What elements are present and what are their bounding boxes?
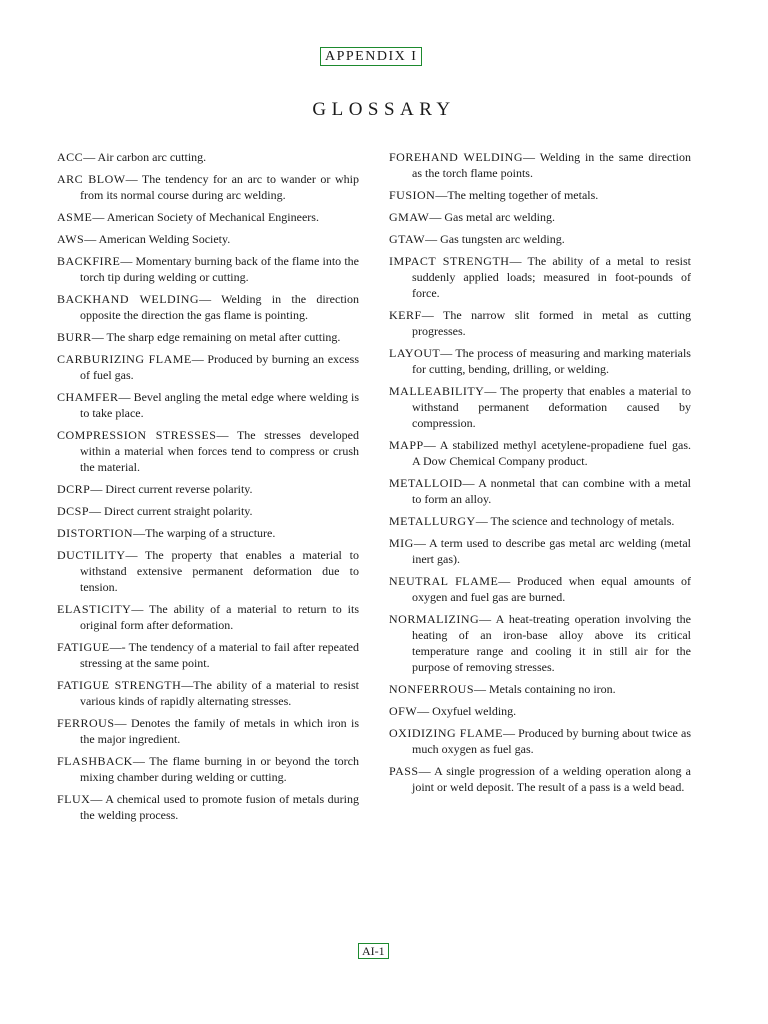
glossary-term: METALLURGY [389,514,476,528]
term-separator: — [440,346,456,360]
glossary-definition: Produced by burning an excess of fuel gas. [80,352,360,382]
glossary-entry [389,149,691,181]
glossary-entry [389,725,691,757]
glossary-term: DISTORTION [57,526,134,540]
term-separator: — [423,438,440,452]
glossary-definition: The stresses developed within a material when forces tend to compress or crush the material. [80,428,359,474]
term-separator: — [429,210,445,224]
term-separator: — [498,574,517,588]
term-separator: — [89,504,105,518]
glossary-entry [389,437,691,469]
glossary-definition: Bevel angling the metal edge where welding is to take place. [80,390,360,420]
glossary-entry [57,351,359,383]
term-separator: — [90,792,106,806]
glossary-term: FATIGUE [57,640,110,654]
glossary-term: COMPRESSION STRESSES [57,428,217,442]
term-separator: — [132,754,150,768]
glossary-definition: The property that enables a material to withstand extensive permanent deformation due to tension. [80,548,359,594]
glossary-entry [57,481,359,497]
glossary-entry [389,231,691,247]
glossary-entry [57,525,359,541]
term-separator: — [118,390,134,404]
term-separator: — [216,428,237,442]
glossary-definition: The tendency for an arc to wander or whip from its normal course during arc welding. [80,172,359,202]
glossary-term: DCRP [57,482,91,496]
glossary-entry [389,345,691,377]
glossary-term: CARBURIZING FLAME [57,352,192,366]
term-separator: — [474,682,490,696]
glossary-term: OFW [389,704,418,718]
term-separator: — [125,172,142,186]
glossary-definition: A single progression of a welding operation along a joint or weld deposit. The result of a pass is a weld bead. [412,764,691,794]
glossary-term: FOREHAND WELDING [389,150,524,164]
glossary-term: NEUTRAL FLAME [389,574,499,588]
glossary-term: AWS [57,232,85,246]
glossary-definition: Welding in the same direction as the torch flame points. [412,150,691,180]
glossary-entry [57,389,359,421]
glossary-definition: A stabilized methyl acetylene-propadiene fuel gas. A Dow Chemical Company product. [412,438,691,468]
glossary-term: FLASHBACK [57,754,133,768]
glossary-definition: Welding in the direction opposite the direction the gas flame is pointing. [80,292,359,322]
glossary-entry [57,547,359,595]
term-separator: — [425,232,441,246]
glossary-definition: The narrow slit formed in metal as cutting progresses. [412,308,691,338]
glossary-term: MIG [389,536,414,550]
page-title: GLOSSARY [312,99,456,120]
glossary-term: NONFERROUS [389,682,475,696]
glossary-term: BACKHAND WELDING [57,292,200,306]
term-separator: — [435,188,448,202]
glossary-term: FATIGUE STRENGTH [57,678,182,692]
glossary-term: NORMALIZING [389,612,480,626]
term-separator: — [92,210,107,224]
glossary-term: KERF [389,308,422,322]
glossary-term: ASME [57,210,93,224]
page-number: AI-1 [358,943,389,959]
glossary-definition: A term used to describe gas metal arc welding (metal inert gas). [412,536,691,566]
term-separator: — [475,514,491,528]
glossary-definition: Gas tungsten arc welding. [440,232,565,246]
term-separator: — [413,536,429,550]
glossary-definition: The warping of a structure. [145,526,276,540]
glossary-term: IMPACT STRENGTH [389,254,510,268]
glossary-term: ELASTICITY [57,602,132,616]
glossary-term: MAPP [389,438,424,452]
term-separator: — [479,612,496,626]
glossary-definition: Produced when equal amounts of oxygen and fuel gas are burned. [412,574,692,604]
glossary-entry [389,513,691,529]
glossary-entry [389,535,691,567]
glossary-definition: Oxyfuel welding. [432,704,517,718]
glossary-definition: The process of measuring and marking materials for cutting, bending, drilling, or welding. [412,346,691,376]
term-separator: — [509,254,528,268]
glossary-entry [57,253,359,285]
glossary-term: BACKFIRE [57,254,121,268]
glossary-entry [57,677,359,709]
glossary-entry [57,329,359,345]
glossary-entry [389,573,691,605]
glossary-entry [57,715,359,747]
glossary-entry [57,149,359,165]
glossary-definition: Air carbon arc cutting. [97,150,207,164]
glossary-term: LAYOUT [389,346,441,360]
term-separator: — [133,526,146,540]
glossary-entry [389,763,691,795]
glossary-entry [389,475,691,507]
term-separator: — [191,352,208,366]
glossary-entry [389,383,691,431]
glossary-definition: Direct current reverse polarity. [105,482,253,496]
glossary-term: GTAW [389,232,426,246]
term-separator: — [502,726,519,740]
glossary-term: DCSP [57,504,90,518]
term-separator: — [125,548,146,562]
glossary-definition: The ability of a material to resist various kinds of rapidly alternating stresses. [80,678,359,708]
glossary-term: CHAMFER [57,390,119,404]
glossary-definition: The science and technology of metals. [490,514,675,528]
glossary-definition: The flame burning in or beyond the torch mixing chamber during welding or cutting. [80,754,359,784]
glossary-entry [57,291,359,323]
glossary-term: FLUX [57,792,91,806]
term-separator: — [114,716,131,730]
glossary-definition: The melting together of metals. [447,188,599,202]
glossary-definition: Gas metal arc welding. [444,210,555,224]
glossary-definition: The ability of a metal to resist suddenly applied loads; measured in foot-pounds of force. [412,254,691,300]
glossary-term: MALLEABILITY [389,384,485,398]
term-separator: — [90,482,106,496]
glossary-term: FERROUS [57,716,115,730]
glossary-term: DUCTILITY [57,548,126,562]
term-separator: — [421,308,443,322]
term-separator: — [91,330,107,344]
glossary-left-column [57,149,359,829]
term-separator: — [131,602,150,616]
glossary-entry [389,681,691,697]
glossary-definition: Denotes the family of metals in which iron is the major ingredient. [80,716,360,746]
glossary-definition: The sharp edge remaining on metal after cutting. [106,330,341,344]
term-separator: — [523,150,540,164]
glossary-entry [57,171,359,203]
glossary-definition: Produced by burning about twice as much oxygen as fuel gas. [412,726,691,756]
glossary-definition: Metals containing no iron. [489,682,616,696]
glossary-entry [389,307,691,339]
term-separator: — [462,476,479,490]
glossary-term: ARC BLOW [57,172,126,186]
glossary-entry [389,253,691,301]
term-separator: — [83,150,98,164]
glossary-entry [57,427,359,475]
glossary-term: ACC [57,150,84,164]
glossary-definition: American Welding Society. [98,232,231,246]
glossary-entry [57,753,359,785]
glossary-term: GMAW [389,210,430,224]
glossary-definition: Momentary burning back of the flame into the torch tip during welding or cutting. [80,254,359,284]
glossary-entry [389,187,691,203]
glossary-entry [57,231,359,247]
glossary-entry [57,209,359,225]
glossary-definition: The tendency of a material to fail after repeated stressing at the same point. [80,640,359,670]
glossary-entry [57,791,359,823]
glossary-definition: The ability of a material to return to its original form after deformation. [80,602,359,632]
glossary-entry [57,503,359,519]
glossary-definition: The property that enables a material to withstand permanent deformation caused by compression. [412,384,691,430]
appendix-label: APPENDIX I [320,47,422,66]
glossary-term: OXIDIZING FLAME [389,726,503,740]
term-separator: — [484,384,501,398]
glossary-term: FUSION [389,188,436,202]
term-separator: — [418,764,435,778]
term-separator: — [181,678,194,692]
glossary-definition: American Society of Mechanical Engineers. [106,210,319,224]
term-separator: — [199,292,222,306]
glossary-term: METALLOID [389,476,463,490]
glossary-term: PASS [389,764,419,778]
glossary-entry [57,601,359,633]
glossary-definition: A chemical used to promote fusion of metals during the welding process. [80,792,360,822]
glossary-definition: A heat-treating operation involving the heating of an iron-base alloy above its critical temperature range and cooling it in still air for the purpose of removing stresses. [412,612,691,674]
glossary-definition: A nonmetal that can combine with a metal to form an alloy. [412,476,691,506]
glossary-entry [389,611,691,675]
glossary-entry [389,703,691,719]
glossary-definition: Direct current straight polarity. [104,504,253,518]
term-separator: — [417,704,433,718]
glossary-entry [57,639,359,671]
term-separator: — [120,254,136,268]
glossary-entry [389,209,691,225]
glossary-right-column [389,149,691,801]
term-separator: — [84,232,99,246]
term-separator: —- [109,640,129,654]
glossary-term: BURR [57,330,92,344]
